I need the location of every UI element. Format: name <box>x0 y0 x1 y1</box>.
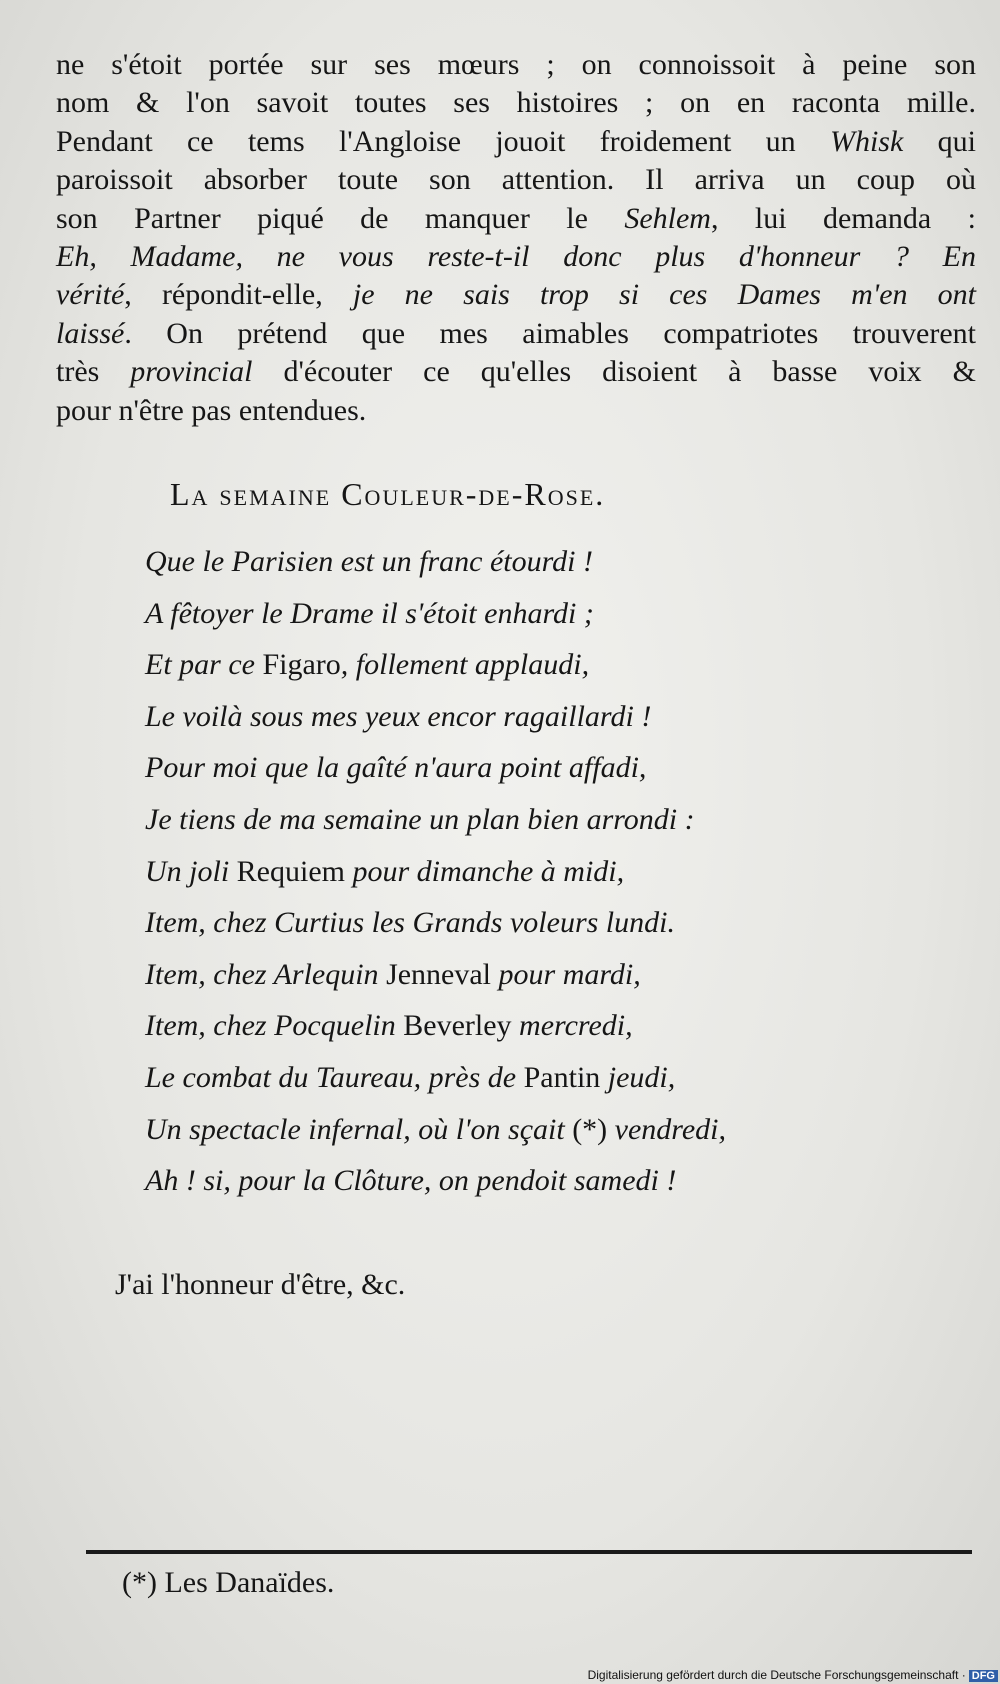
paragraph-line: nom & l'on savoit toutes ses histoires ; on en raconta mille. <box>56 86 976 120</box>
credit-text: Digitalisierung gefördert durch die Deutsche Forschungsgemeinschaft · <box>587 1668 966 1682</box>
poem-verse: Pour moi que la gaîté n'aura point affadi, <box>145 751 647 785</box>
italic-phrase: Eh, Madame, ne vous reste-t-il donc plus d'honneur ? En <box>56 240 976 274</box>
italic-word: Sehlem <box>624 201 711 235</box>
roman-word: Requiem <box>236 854 345 888</box>
poem <box>145 536 965 1207</box>
italic-word: vérité <box>56 278 125 312</box>
footnote-marker: (*) <box>572 1112 608 1146</box>
poem-verse: Item, chez Curtius les Grands voleurs lundi. <box>145 906 675 940</box>
footnote: (*) Les Danaïdes. <box>122 1566 335 1599</box>
poem-verse: Et par ce Figaro, follement applaudi, <box>145 648 590 682</box>
footnote-rule <box>86 1550 972 1554</box>
italic-word: laissé <box>56 316 125 350</box>
italic-word: provincial <box>130 355 253 389</box>
closing-line: J'ai l'honneur d'être, &c. <box>115 1268 406 1301</box>
roman-word: Jenneval <box>386 957 492 991</box>
paragraph-line: paroissoit absorber toute son attention. Il arriva un coup où <box>56 163 976 197</box>
italic-phrase: je ne sais trop si ces Dames m'en ont <box>352 278 976 312</box>
poem-verse: Un joli Requiem pour dimanche à midi, <box>145 854 625 888</box>
paragraph-line: son Partner piqué de manquer le Sehlem, lui demanda : <box>56 201 976 235</box>
roman-word: Pantin <box>523 1060 601 1094</box>
poem-heading: La semaine Couleur-de-Rose. <box>170 476 606 512</box>
poem-verse: Le voilà sous mes yeux encor ragaillardi ! <box>145 699 652 733</box>
poem-verse: Un spectacle infernal, où l'on sçait (*) vendredi, <box>145 1112 727 1146</box>
poem-verse: Item, chez Pocquelin Beverley mercredi, <box>145 1009 633 1043</box>
poem-verse: Le combat du Taureau, près de Pantin jeudi, <box>145 1060 676 1094</box>
poem-verse: A fêtoyer le Drame il s'étoit enhardi ; <box>145 596 594 630</box>
poem-verse: Item, chez Arlequin Jenneval pour mardi, <box>145 957 641 991</box>
poem-verse: Que le Parisien est un franc étourdi ! <box>145 545 593 578</box>
paragraph-line: pour n'être pas entendues. <box>56 393 367 427</box>
poem-verse: Je tiens de ma semaine un plan bien arrondi : <box>145 802 695 836</box>
poem-verse: Ah ! si, pour la Clôture, on pendoit samedi ! <box>145 1164 677 1198</box>
dfg-logo: DFG <box>969 1670 998 1682</box>
roman-word: Figaro <box>262 648 341 682</box>
paragraph-line: Pendant ce tems l'Angloise jouoit froidement un Whisk qui <box>56 124 976 158</box>
paragraph-line: ne s'étoit portée sur ses mœurs ; on connoissoit à peine son <box>56 48 976 81</box>
body-paragraph <box>56 46 976 430</box>
paragraph-line: laissé. On prétend que mes aimables compatriotes trouverent <box>56 316 976 350</box>
italic-word: Whisk <box>829 124 904 158</box>
paragraph-line <box>56 238 976 276</box>
digitization-credit <box>588 1668 998 1682</box>
roman-word: Beverley <box>403 1009 512 1043</box>
paragraph-line: vérité, répondit-elle, je ne sais trop si ces Dames m'en ont <box>56 278 976 312</box>
paragraph-line: très provincial d'écouter ce qu'elles disoient à basse voix & <box>56 355 976 389</box>
